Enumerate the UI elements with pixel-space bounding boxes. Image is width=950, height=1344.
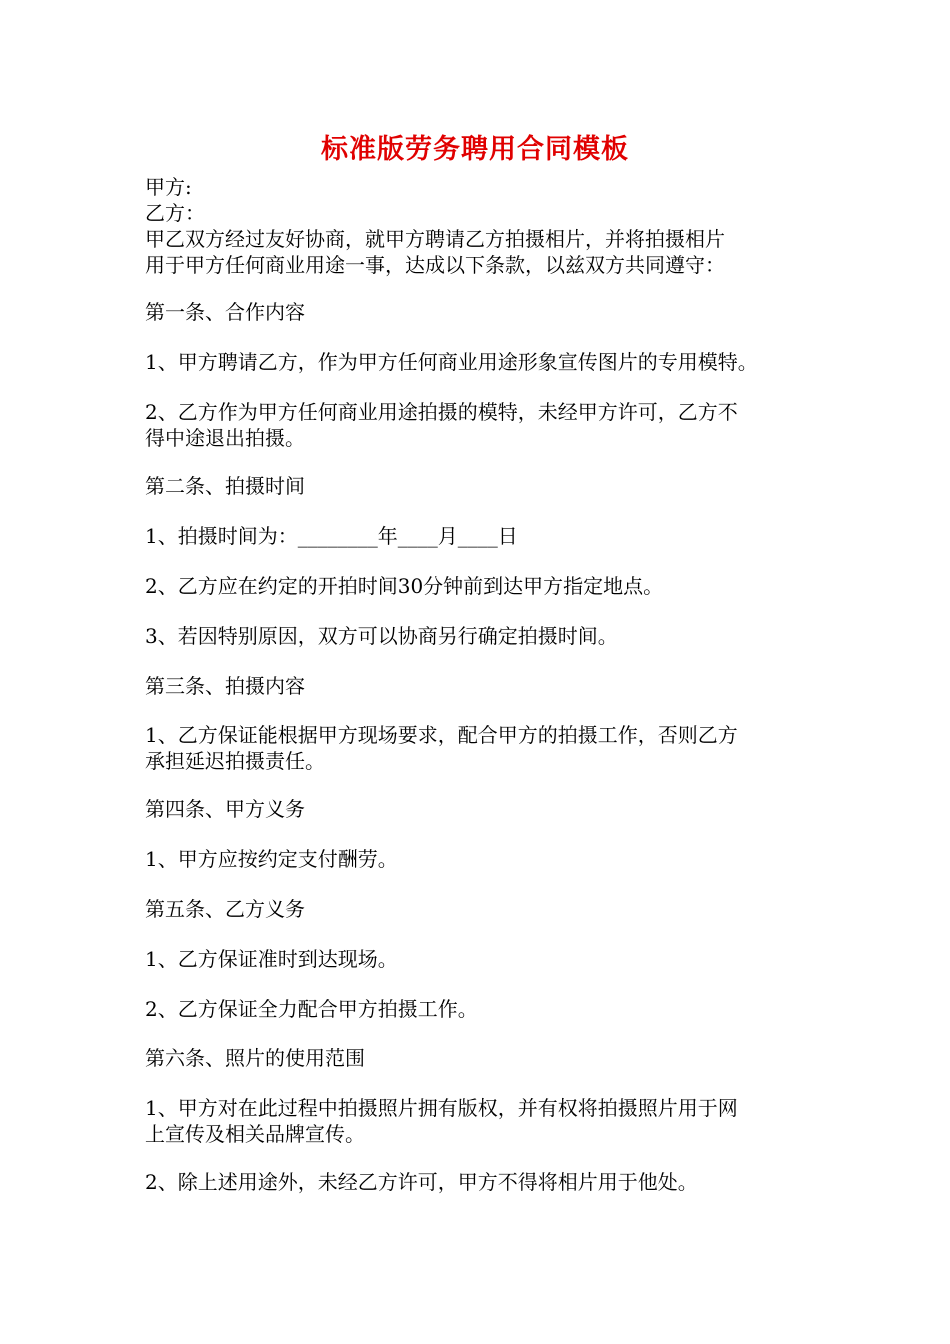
preamble-line-1: 甲乙双方经过友好协商，就甲方聘请乙方拍摄相片，并将拍摄相片 xyxy=(145,227,725,251)
clause-line: 1、甲方聘请乙方，作为甲方任何商业用途形象宣传图片的专用模特。 xyxy=(145,350,758,374)
preamble-line-2: 用于甲方任何商业用途一事，达成以下条款，以兹双方共同遵守： xyxy=(145,253,725,277)
document-title: 标准版劳务聘用合同模板 xyxy=(321,134,629,165)
clause-line: 2、乙方保证全力配合甲方拍摄工作。 xyxy=(145,997,478,1021)
clause-line: 1、乙方保证能根据甲方现场要求，配合甲方的拍摄工作，否则乙方 xyxy=(145,723,738,747)
clause-line: 1、拍摄时间为：________年____月____日 xyxy=(145,524,518,548)
clause-line: 2、除上述用途外，未经乙方许可，甲方不得将相片用于他处。 xyxy=(145,1170,698,1194)
clause-line: 承担延迟拍摄责任。 xyxy=(145,749,325,773)
clause-line: 1、乙方保证准时到达现场。 xyxy=(145,947,398,971)
party-a-line: 甲方: xyxy=(145,175,192,199)
clause-line: 1、甲方应按约定支付酬劳。 xyxy=(145,847,398,871)
clause-line: 上宣传及相关品牌宣传。 xyxy=(145,1122,365,1146)
section-heading: 第五条、乙方义务 xyxy=(145,897,305,921)
clause-line: 2、乙方作为甲方任何商业用途拍摄的模特，未经甲方许可，乙方不 xyxy=(145,400,738,424)
section-heading: 第一条、合作内容 xyxy=(145,300,305,324)
party-b-line: 乙方： xyxy=(145,201,205,225)
section-heading: 第三条、拍摄内容 xyxy=(145,674,305,698)
section-heading: 第六条、照片的使用范围 xyxy=(145,1046,365,1070)
section-heading: 第四条、甲方义务 xyxy=(145,797,305,821)
clause-line: 2、乙方应在约定的开拍时间30分钟前到达甲方指定地点。 xyxy=(145,574,664,598)
clause-line: 3、若因特别原因，双方可以协商另行确定拍摄时间。 xyxy=(145,624,618,648)
clause-line: 得中途退出拍摄。 xyxy=(145,426,305,450)
section-heading: 第二条、拍摄时间 xyxy=(145,474,305,498)
clause-line: 1、甲方对在此过程中拍摄照片拥有版权，并有权将拍摄照片用于网 xyxy=(145,1096,738,1120)
